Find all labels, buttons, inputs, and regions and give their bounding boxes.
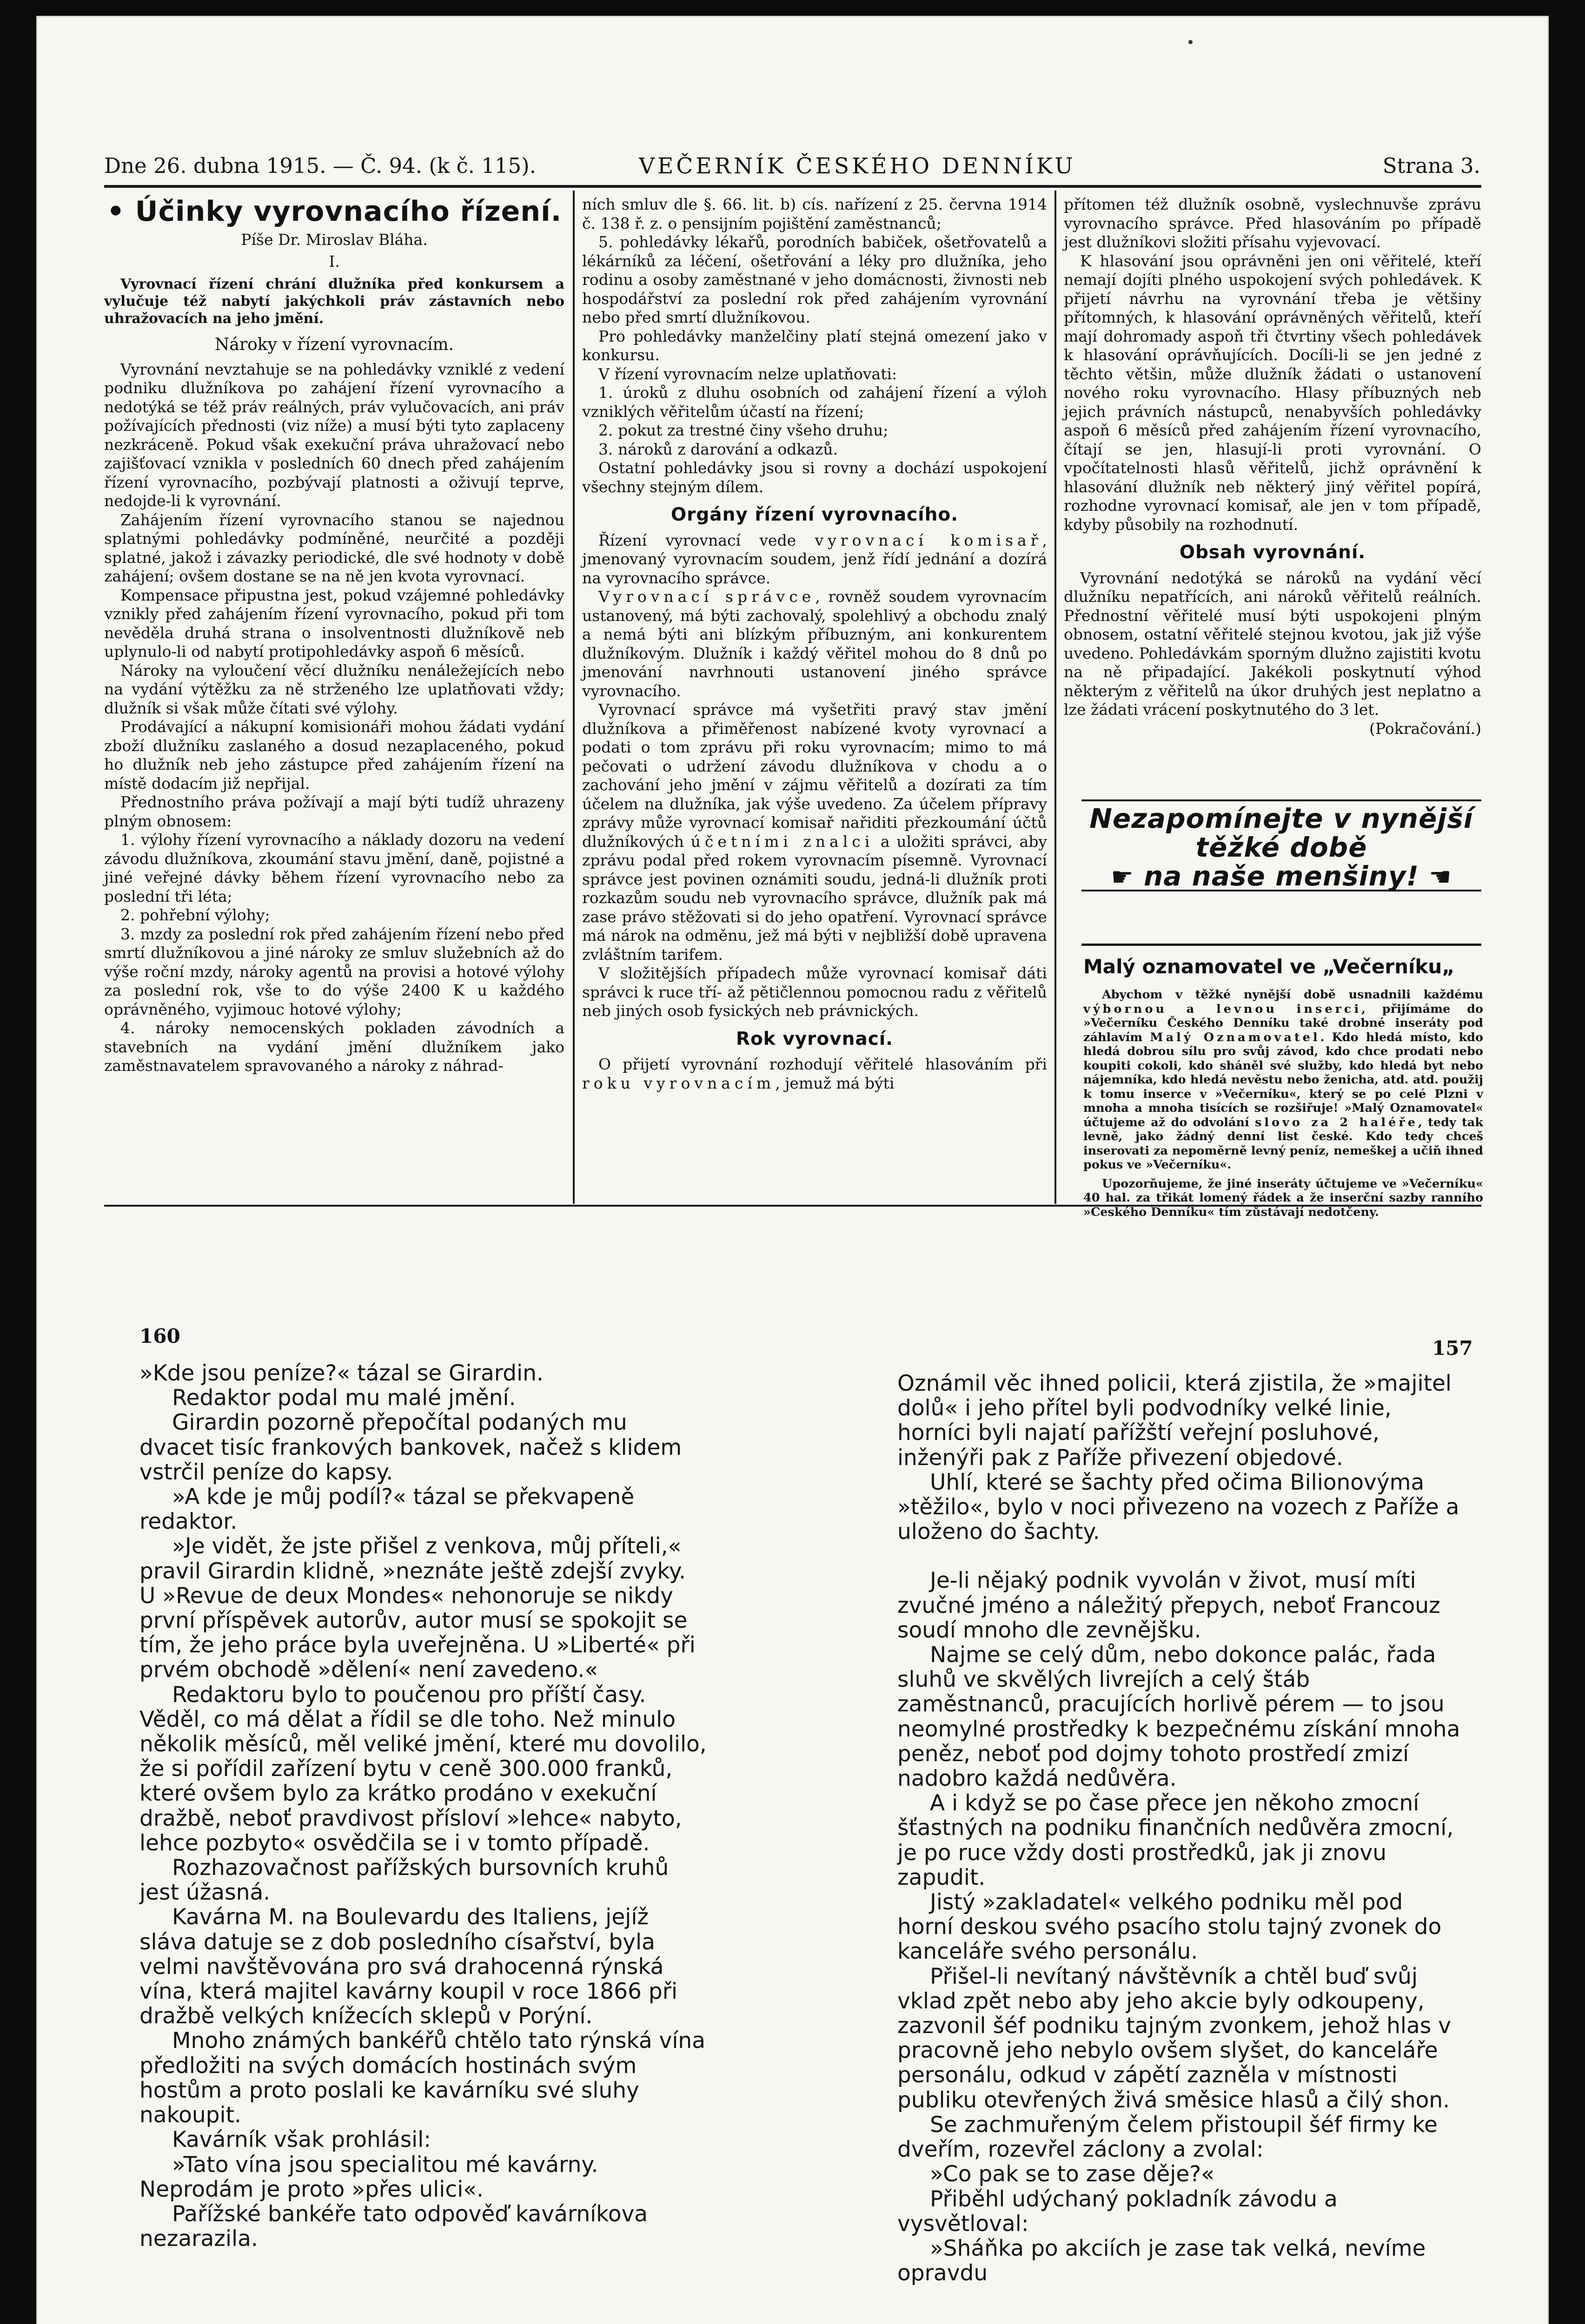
issue-date: Dne 26. dubna 1915. — Č. 94. (k č. 115). <box>104 153 537 178</box>
text-run: a uložiti správci, aby zprávu podal před rokem vyrovnacím písemně. Vyrovnací správce jest povinen oznámiti soudu, jedná-li dlužník proti rozkazům soudu neb vyrovnacího správce, dlužník pak má zase právo stěžovati si do jeho opatření. Vyrovnací správce má nárok na odměnu, jež má býti v nejbližší době upravena zvláštním tarifem. <box>582 832 1047 964</box>
paragraph: Nároky na vyloučení věcí dlužníku nenáležejících nebo na vydání výtěžku za ně strženého lze uplatňovati vždy; dlužník si však může čítati své výlohy. <box>104 661 564 717</box>
book-paragraph: A i když se po čase přece jen někoho zmocní šťastných na podniku finančních nedůvěra zmocní, je po ruce vždy dosti prostředků, jak ji znovu zapudit. <box>897 1790 1454 1890</box>
book-page-number-right: 157 <box>1432 1337 1473 1360</box>
paragraph: Přednostního práva požívají a mají býti tudíž uhrazeny plným obnosem: <box>104 793 564 830</box>
section-heading: Orgány řízení vyrovnacího. <box>670 504 959 525</box>
masthead: VEČERNÍK ČESKÉHO DENNÍKU <box>639 153 1076 179</box>
spaced-term: výbornou a levnou inserci <box>1083 1002 1362 1016</box>
column-divider <box>1054 191 1056 1204</box>
section-rule <box>1081 944 1481 946</box>
list-item: 1. výlohy řízení vyrovnacího a náklady dozoru na vedení závodu dlužníkova, zkoumání stavu jmění, daně, pojistné a jiné veřejné dávky během řízení vyrovnacího nebo za poslední tři léta; <box>104 831 564 905</box>
list-item: 2. pokut za trestné činy všeho druhu; <box>598 421 889 439</box>
newspaper-header <box>104 144 1480 181</box>
book-paragraph: Se zachmuřeným čelem přistoupil šéf firmy ke dveřím, rozevřel záclony a zvolal: <box>897 2112 1438 2163</box>
paragraph: Pro pohledávky manželčiny platí stejná omezení jako v konkursu. <box>582 327 1047 364</box>
spaced-term: vyrovnací komisař <box>815 531 1042 549</box>
ad-line-2: těžké době <box>1195 832 1367 863</box>
list-item: 1. úroků z dluhu osobních od zahájení řízení a výloh vzniklých věřitelům účastí na řízení; <box>582 383 1047 421</box>
paragraph <box>582 531 1047 588</box>
book-paragraph: Přišel-li nevítaný návštěvník a chtěl buď svůj vklad zpět nebo aby jeho akcie byly odkoupeny, zazvonil šéf podniku tajným zvonkem, jehož hlas v pracovně jeho nebylo ovšem slyšet, do kanceláře personálu, odkud v zápětí zazněla v místnosti publiku otevřených živá směsice hlasů a čilý shon. <box>897 1963 1451 2113</box>
book-paragraph: Redaktor podal mu malé jmění. <box>172 1385 516 1411</box>
article-part: I. <box>329 252 340 271</box>
section-heading: Nároky v řízení vyrovnacím. <box>214 335 454 354</box>
book-paragraph: »Co pak se to zase děje?« <box>930 2161 1214 2187</box>
paragraph: Kompensace připustna jest, pokud vzájemné pohledávky vznikly před zahájením řízení vyrovnacího, pokud při tom nevěděla druhá strana o insolventnosti dlužníkově neb uplynulo-li od nabytí protipohledávky aspoň 6 měsíců. <box>104 586 564 660</box>
paragraph: V řízení vyrovnacím nelze uplatňovati: <box>598 364 897 383</box>
ad-line-1: Nezapomínejte v nynější <box>1089 803 1473 834</box>
paragraph <box>582 1055 1047 1093</box>
header-rule <box>104 185 1481 188</box>
book-paragraph: Mnoho známých bankéřů chtělo tato rýnská vína předložiti na svých domácích hostinách svým hostům a proto poslali ke kavárníku své sluhy nakoupit. <box>139 2028 706 2128</box>
book-paragraph: Najme se celý dům, nebo dokonce palác, řada sluhů ve skvělých livrejích a celý štáb zaměstnanců, pracujících horlivě pérem — to jsou neomylné prostředky k bezpečnému získání mnoha peněz, neboť pod dojmy tohoto prostředí zmizí nadobro každá nedůvěra. <box>897 1642 1460 1792</box>
classified-text <box>1083 988 1483 1219</box>
paragraph: K hlasování jsou oprávněni jen oni věřitelé, kteří nemají dojíti plného uspokojení svých pohledávek. K přijetí návrhu na vyrovnání třeba je většiny přítomných, k hlasování oprávněných věřitelů, kteří mají dohromady aspoň tři čtvrtiny všech pohledávek k hlasování oprávňujících. Docíli-li se jen jedné z těchto většin, může dlužník žádati o ustanovení nového roku vyrovnacího. Hlasy příbuzných neb jejich právních nástupců, nenabyvších pohledávky aspoň 6 měsíců před zahájením řízení vyrovnacího, čítají se jen, hlasují-li proti vyrovnání. O vpočítatelnosti hlasů věřitelů, jichž oprávnění k hlasování dlužník neb některý jiný věřitel popírá, rozhodne vyrovnací komisař, ale jen v tom případě, kdyby působily na rozhodnutí. <box>1064 251 1481 534</box>
book-page-right <box>897 1371 1462 2285</box>
list-item: 4. nároky nemocenských pokladen závodních a stavebních na vydání jmění dlužníkem jako zaměstnavatelem spravovaného a nároky z náhrad- <box>104 1019 564 1075</box>
spaced-term: roku vyrovnacím <box>582 1074 776 1092</box>
book-paragraph: Girardin pozorně přepočítal podaných mu dvacet tisíc frankových bankovek, načež s klidem vstrčil peníze do kapsy. <box>139 1410 682 1485</box>
text-run: , tedy tak levně, jako žádný denní list české. Kdo tedy chceš inserovati za nepoměrně levný peníz, nemeškej a učiň ihned pokus ve »Večerníku«. <box>1083 1115 1483 1172</box>
ad-line-3-text: na naše menšiny! <box>1143 860 1419 892</box>
pointing-hand-icon: ☛ <box>1111 862 1134 891</box>
book-paragraph: Pařížské bankéře tato odpověď kavárníkova nezarazila. <box>139 2201 648 2252</box>
paragraph: V složitějších případech může vyrovnací komisař dáti správci k ruce tří- až pětičlennou pomocnou radu z věřitelů neb jiných osob fysických neb právnických. <box>582 964 1047 1020</box>
paragraph: Prodávající a nákupní komisionáři mohou žádati vydání zboží dlužníku zaslaného a dosud nezaplaceného, pokud ho dlužník neb jeho zástupce před zahájením řízení na místě dodacím již nepřijal. <box>104 718 564 792</box>
paragraph: Upozorňujeme, že jiné inseráty účtujeme ve »Večerníku« 40 hal. za třikát lomený řádek a že inserční sazby ranního »Českého Denníku« tím zůstávají nedotčeny. <box>1083 1176 1483 1219</box>
text-run: , přijímáme do »Večerníku Českého Denníku také drobné inseráty pod záhlavím <box>1083 1002 1483 1044</box>
book-paragraph: Jistý »zakladatel« velkého podniku měl pod horní deskou svého psacího stolu tajný zvonek do kanceláře svého personálu. <box>897 1889 1442 1965</box>
article-byline: Píše Dr. Miroslav Bláha. <box>241 231 428 249</box>
paragraph: Vyrovnání nevztahuje se na pohledávky vzniklé z vedení podniku dlužníkova po zahájení řízení vyrovnacího a nedotýká se též práv reálných, práv vylučovacích, ani práv požívajících přednosti (viz níže) a musí býti tyto zaplaceny nezkráceně. Pokud však exekuční práva uhražovací nebo zajišťovací vznikla v posledních 60 dnech před zahájením řízení vyrovnacího, pozbývají platnosti a oživují teprve, nedojde-li k vyrovnání. <box>104 360 564 510</box>
paragraph: Vyrovnání nedotýká se nároků na vydání věcí dlužníku nepatřících, ani nároků věřitelů reálních. Přednostní věřitelé musí býti uspokojeni plným obnosem, ostatní věřitelé stejnou kvotou, jak již výše uvedeno. Pohledávkám sporným dlužno zajistiti kvotu na ně připadající. Jakékoli poskytnutí výhod některým z věřitelů na úkor druhých jest neplatno a lze žádati vrácení poskytnutého do 3 let. <box>1064 568 1481 719</box>
section-heading: Obsah vyrovnání. <box>1179 542 1366 563</box>
book-paragraph: »A kde je můj podíl?« tázal se překvapeně redaktor. <box>139 1484 635 1535</box>
book-paragraph: »Je vidět, že jste přišel z venkova, můj příteli,« pravil Girardin klidně, »neznáte ještě zdejší zvyky. U »Revue de deux Mondes« nehonoruje se nikdy první příspěvek autorův, autor musí se spokojit se tím, že jeho práce byla uveřejněna. U »Liberté« při prvém obchodě »dělení« není zavedeno.« <box>139 1533 696 1683</box>
book-paragraph: Redaktoru bylo to poučenou pro příští časy. Věděl, co má dělat a řídil se dle toho. Než minulo několik měsíců, měl veliké jmění, které mu dovolilo, že si pořídil zařízení bytu v ceně 300.000 franků, které ovšem bylo za krátko prodáno v exekuční dražbě, neboť pravdivost přísloví »lehce« nabyto, lehce pozbyto« osvědčila se i v tomto případě. <box>139 1682 707 1856</box>
column-divider <box>573 191 575 1204</box>
paragraph <box>582 588 1047 700</box>
speck <box>1188 40 1193 44</box>
section-heading: Rok vyrovnací. <box>736 1028 894 1050</box>
book-paragraph: »Sháňka po akciích je zase tak velká, nevíme opravdu <box>897 2235 1426 2286</box>
text-run: , jemuž má býti <box>775 1074 895 1092</box>
ad-line-3 <box>1081 862 1481 891</box>
article-column-1 <box>104 195 564 1076</box>
book-page-left <box>139 1361 707 2251</box>
book-paragraph: Je-li nějaký podnik vyvolán v život, musí míti zvučné jméno a náležitý přepych, neboť Francouz soudí mnoho dle zevnějšku. <box>897 1568 1440 1643</box>
spaced-term: slovo za 2 haléře <box>1254 1115 1418 1129</box>
pointing-hand-icon: ☚ <box>1429 862 1452 891</box>
list-item: 5. pohledávky lékařů, porodních babiček, ošetřovatelů a lékárníků za léčení, ošetřování a léky pro dlužníka, jeho rodinu a osoby zaměstnané v jeho domácnosti, živnosti neb hospodářství za poslední rok před zahájením vyrovnání nebo před smrtí dlužníkovou. <box>582 233 1047 326</box>
classified-title: Malý oznamovatel ve „Večerníku„ <box>1083 955 1455 978</box>
list-item: 3. nároků z darování a odkazů. <box>598 440 838 458</box>
paragraph: Ostatní pohledávky jsou si rovny a dochází uspokojení všechny stejným dílem. <box>582 459 1047 496</box>
paragraph: ních smluv dle §. 66. lit. b) cís. nařízení z 25. června 1914 č. 138 ř. z. o pensijním pojištění zaměstnanců; <box>582 195 1047 232</box>
paragraph: přítomen též dlužník osobně, vyslechnuvše zprávu vyrovnacího správce. Před hlasováním po případě jest dlužníkovi složiti přísahu vyjevovací. <box>1064 195 1481 251</box>
book-paragraph: Kavárník však prohlásil: <box>172 2127 431 2153</box>
text-run: O přijetí vyrovnání rozhodují věřitelé hlasováním při <box>598 1055 1047 1073</box>
spaced-term: Vyrovnací správce <box>598 588 816 606</box>
text-run: , rovněž soudem vyrovnacím ustanovený, má býti zachovalý, spolehlivý a obchodu znalý a nemá býti ani blízkým příbuzným, ani konkurentem dlužníkovým. Dlužník i každý věřitel mohou do 8 dnů po jmenování navrhnouti ustanovení jiného správce vyrovnacího. <box>582 588 1047 700</box>
text-run: Abychom v těžké nynější době usnadnili každému <box>1102 988 1483 1002</box>
spaced-term: Malý Oznamovatel <box>1150 1030 1320 1044</box>
article-title: • Účinky vyrovnacího řízení. <box>106 195 562 228</box>
text-run: , jmenovaný vyrovnacím soudem, jenž řídí jednání a dozírá na vyrovnacího správce. <box>582 531 1047 587</box>
list-item: 3. mzdy za poslední rok před zahájením řízení nebo před smrtí dlužníkovou a jiné nároky ze smluv služebních až do výše roční mzdy, nároky agentů na provisi a hotové výlohy za poslední rok, vše to do výše 2400 K u každého oprávněného, vyjimouc hotové výlohy; <box>104 924 564 1018</box>
book-paragraph: Rozhazovačnost pařížských bursovních kruhů jest úžasná. <box>139 1855 669 1906</box>
article-column-3 <box>1064 195 1481 738</box>
article-column-2 <box>582 195 1047 1093</box>
book-paragraph: »Kde jsou peníze?« tázal se Girardin. <box>139 1360 544 1386</box>
book-page-number-left: 160 <box>139 1325 180 1347</box>
text-run: Řízení vyrovnací vede <box>598 531 796 549</box>
book-paragraph: »Tato vína jsou specialitou mé kavárny. Neprodám je proto »přes ulici«. <box>139 2152 598 2202</box>
book-paragraph: Uhlí, které se šachty před očima Bilionovýma »těžilo«, bylo v noci přivezeno na vozech z Paříže a uloženo do šachty. <box>897 1469 1459 1545</box>
text-run: Vyrovnací správce má vyšetřiti pravý stav jmění dlužníkova a přiměřenost nabízené kvoty vyrovnací a podati o tom zprávu při roku vyrovnacím; mimo to má pečovati o udržení závodu dlužníkova v chodu a o zachování jeho jmění v zájmu věřitelů a dozírati za tím účelem na dlužníka, jak výše uvedeno. Za účelem přípravy zprávy může vyrovnací komisař nařiditi přezkoumání účtů dlužníkových <box>582 700 1047 851</box>
book-paragraph: Kavárna M. na Boulevardu des Italiens, jejíž sláva datuje se z dob posledního císařství, byla velmi navštěvována pro svá drahocenná rýnská vína, která majitel kavárny koupil v roce 1866 při dražbě velkých knížecích sklepů v Porýní. <box>139 1904 678 2029</box>
paragraph <box>1083 988 1483 1172</box>
paragraph: Zahájením řízení vyrovnacího stanou se najednou splatnými pohledávky podmíněné, neurčité a později splatné, jakož i závazky periodické, dle své hodnoty v době zahájení; ovšem dostane se na ně jen kvota vyrovnací. <box>104 510 564 585</box>
continued-note: (Pokračování.) <box>1369 719 1481 738</box>
text-run: . Kdo hledá místo, kdo hledá dobrou sílu pro svůj závod, kdo chce prodati nebo koupiti cokoli, kdo sháněl své služby, kdo hledá byt nebo nájemníka, kdo hledá nevěstu nebo ženicha, atd. atd. použij k tomu inserce v »Večerníku«, který se po celé Plzni v mnoha a mnoha tisících se rozšiřuje! »Malý Oznamovatel« účtujeme až do odvolání <box>1083 1030 1483 1129</box>
book-paragraph: Oznámil věc ihned policii, která zjistila, že »majitel dolů« i jeho přítel byli podvodníky velké linie, horníci byli najatí pařížští veřejní posluhové, inženýři pak z Paříže přivezení objedové. <box>897 1371 1452 1471</box>
book-paragraph: Přiběhl udýchaný pokladník závodu a vysvětloval: <box>897 2186 1338 2237</box>
advertisement-box <box>1081 799 1481 891</box>
page-number: Strana 3. <box>1382 153 1480 178</box>
paragraph <box>582 700 1047 964</box>
article-lead: Vyrovnací řízení chrání dlužníka před konkursem a vylučuje též nabytí jakýchkoli práv zástavních nebo uhražovacích na jeho jmění. <box>104 276 564 327</box>
list-item: 2. pohřební výlohy; <box>120 906 270 924</box>
spaced-term: účetními znalci <box>690 832 874 851</box>
